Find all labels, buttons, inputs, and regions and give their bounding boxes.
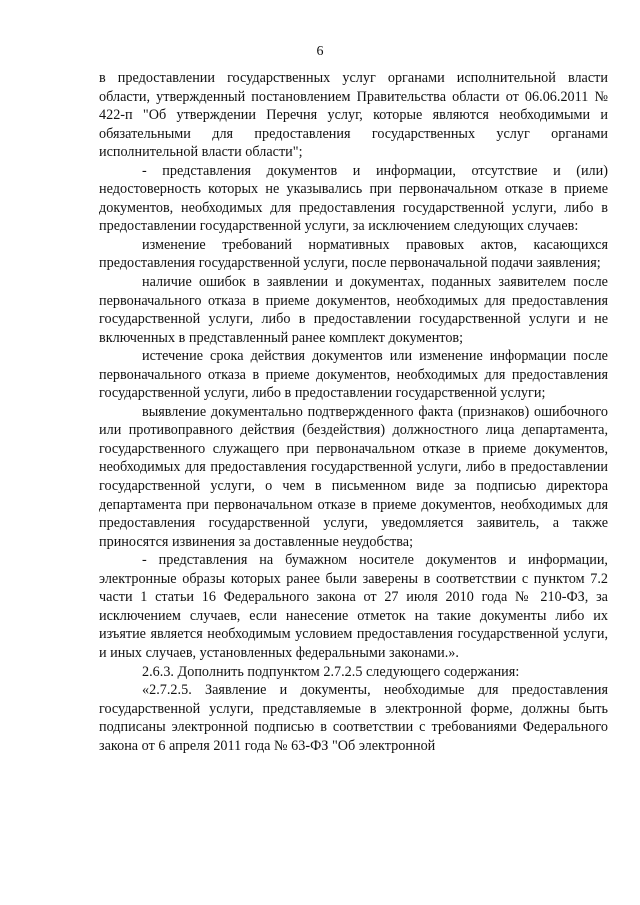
paragraph-amendment: 2.6.3. Дополнить подпунктом 2.7.2.5 следующего содержания: — [142, 663, 520, 680]
paragraph-list-item: - представления на бумажном носителе документов и информации, электронные образы которых ранее были заверены в соответствии с пунктом 7.2 части 1 статьи 16 Федерального закона от 27 июля 2010 года № 210-ФЗ, за исключением случаев, если нанесение отметок на такие документы либо их изъятие является необходимым условием предоставления государственной услуги, и иных случаев, установленных федеральными законами.». — [99, 552, 608, 661]
paragraph-exception: изменение требований нормативных правовых актов, касающихся предоставления государственной услуги, после первоначальной подачи заявления; — [99, 236, 608, 272]
page-number: 6 — [316, 44, 324, 59]
paragraph-amendment-text: «2.7.2.5. Заявление и документы, необходимые для предоставления государственной услуги, представляемые в электронной форме, должны быть подписаны электронной подписью в соответствии с требованиями Федерального закона от 6 апреля 2011 года № 63-ФЗ "Об электронной — [99, 682, 608, 754]
paragraph-continuation: в предоставлении государственных услуг органами исполнительной власти области, утвержденный постановлением Правительства области от 06.06.2011 № 422-п "Об утверждении Перечня услуг, которые являются необходимыми и обязательными для предоставления государственных услуг органами исполнительной власти области"; — [99, 70, 608, 161]
paragraph-exception: истечение срока действия документов или изменение информации после первоначального отказа в приеме документов, необходимых для предоставления государственной услуги, либо в предоставлении государственной услуги; — [99, 348, 608, 402]
paragraph-exception: выявление документально подтвержденного факта (признаков) ошибочного или противоправного действия (бездействия) должностного лица департамента, государственного служащего при первоначальном отказе в приеме документов, необходимых для предоставления государственной услуги, либо в предоставлении государственной услуги, о чем в письменном виде за подписью директора департамента при первоначальном отказе в приеме документов, необходимых для предоставления государственной услуги, уведомляется заявитель, а также приносятся извинения за доставленные неудобства; — [99, 403, 608, 550]
paragraph-exception: наличие ошибок в заявлении и документах, поданных заявителем после первоначального отказа в приеме документов, необходимых для предоставления государственной услуги, либо в предоставлении государственной услуги и не включенных в представленный ранее комплект документов; — [99, 274, 608, 346]
document-body — [99, 69, 608, 755]
paragraph-list-item: - представления документов и информации, отсутствие и (или) недостоверность которых не указывались при первоначальном отказе в приеме документов, необходимых для предоставления государственной услуги, либо в предоставлении государственной услуги, за исключением следующих случаев: — [99, 162, 608, 235]
